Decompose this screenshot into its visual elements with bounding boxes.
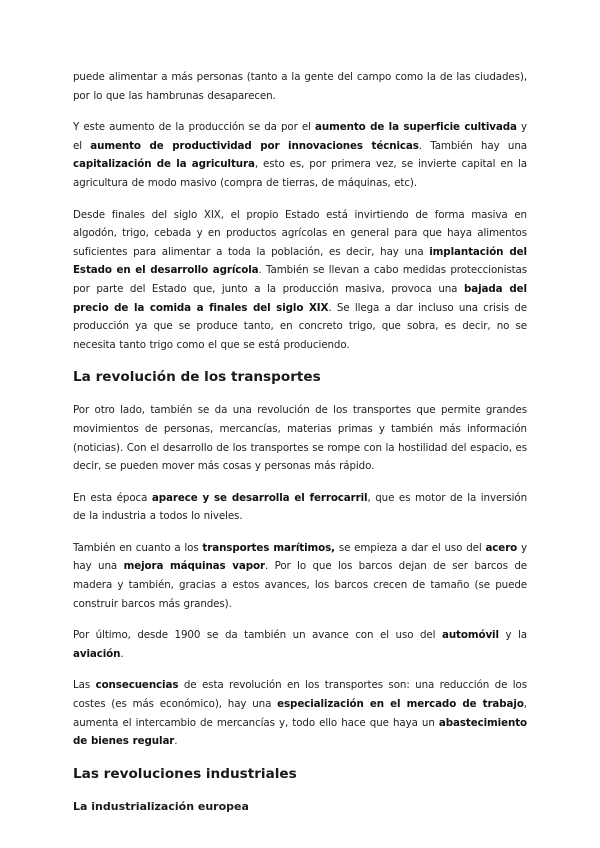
bold-term: aumento de la superficie cultivada (315, 121, 517, 134)
text-run: . (120, 647, 124, 660)
text-run: . Se llega a dar incluso una crisis de producción ya que se produce tanto, en concreto trigo, que sobra, es decir, no se necesita tanto trigo como el que se está produciendo. (73, 301, 527, 351)
text-run: También en cuanto a los (73, 541, 203, 554)
paragraph-hambrunas (73, 68, 527, 105)
paragraph-consecuencias (73, 676, 527, 750)
bold-term: transportes marítimos, (202, 541, 335, 554)
bold-term: automóvil (441, 629, 499, 642)
text-run: y hay una (73, 541, 527, 573)
text-run: Desde finales del siglo XIX, el propio Estado está invirtiendo de forma masiva en algodón, trigo, cebada y en productos agrícolas en general para que haya alimentos suficientes para alimentar a toda la población, es decir, hay una (73, 208, 527, 258)
bold-term: capitalización de la agricultura (73, 158, 255, 171)
intro-paragraphs (73, 68, 527, 354)
bold-term: especialización en el mercado de trabajo (277, 698, 524, 711)
text-run: Por último, desde 1900 se da también un avance con el uso del (73, 629, 442, 642)
text-run: de esta revolución en los transportes son: una reducción de los costes (es más económico), hay una (73, 679, 528, 711)
paragraph-maritimos (73, 539, 527, 613)
bold-term: aviación (73, 647, 121, 660)
subsection-heading-industrializacion: La industrialización europea (73, 799, 249, 813)
bold-term: acero (485, 541, 518, 554)
paragraph-transportes-intro (73, 401, 527, 475)
paragraph-ferrocarril (73, 489, 527, 526)
text-run: . También se llevan a cabo medidas proteccionistas por parte del Estado que, junto a la producción masiva, provoca una (73, 264, 528, 295)
bold-term: aparece y se desarrolla el ferrocarril (151, 491, 368, 504)
bold-term: consecuencias (95, 679, 179, 692)
section-heading-transportes: La revolución de los transportes (73, 369, 321, 386)
text-run: Y este aumento de la producción se da por el (73, 121, 316, 134)
transportes-paragraphs (73, 401, 527, 751)
text-run: , aumenta el intercambio de mercancías y, todo ello hace que haya un (73, 698, 527, 729)
bold-term: bajada del precio de la comida a finales del siglo XIX (73, 282, 527, 314)
bold-term: implantación del Estado en el desarrollo agrícola (73, 245, 527, 277)
paragraph-automovil (73, 626, 527, 663)
section-heading-revoluciones: Las revoluciones industriales (73, 765, 297, 782)
text-run: . Por lo que los barcos dejan de ser barcos de madera y también, gracias a estos avances, los barcos crecen de tamaño (se puede construir barcos más grandes). (73, 560, 527, 610)
bold-term: mejora máquinas vapor (123, 560, 265, 573)
text-run: , que es motor de la inversión de la industria a todos lo niveles. (73, 491, 528, 523)
text-run: , esto es, por primera vez, se invierte capital en la agricultura de modo masivo (compra de tierras, de máquinas, etc). (73, 158, 527, 189)
bold-term: abastecimiento de bienes regular (73, 716, 527, 748)
text-run: puede alimentar a más personas (tanto a la gente del campo como la de las ciudades), por lo que las hambrunas desaparecen. (73, 71, 527, 102)
bold-term: aumento de productividad por innovaciones técnicas (90, 139, 419, 152)
paragraph-aumento-produccion (73, 118, 527, 192)
text-run: Por otro lado, también se da una revolución de los transportes que permite grandes movimientos de personas, mercancías, materias primas y también más información (noticias). Con el desarrollo de los transportes se rompe con la hostilidad del espacio, es decir, se pueden mover más cosas y personas más rápido. (73, 404, 527, 473)
text-run: . (174, 735, 178, 748)
text-run: En esta época (73, 491, 152, 504)
text-run: y la (498, 629, 527, 642)
text-run: . También hay una (418, 139, 527, 152)
text-run: Las (73, 679, 96, 692)
paragraph-estado (73, 206, 527, 355)
text-run: y el (73, 121, 527, 152)
text-run: se empieza a dar el uso del (335, 541, 486, 554)
